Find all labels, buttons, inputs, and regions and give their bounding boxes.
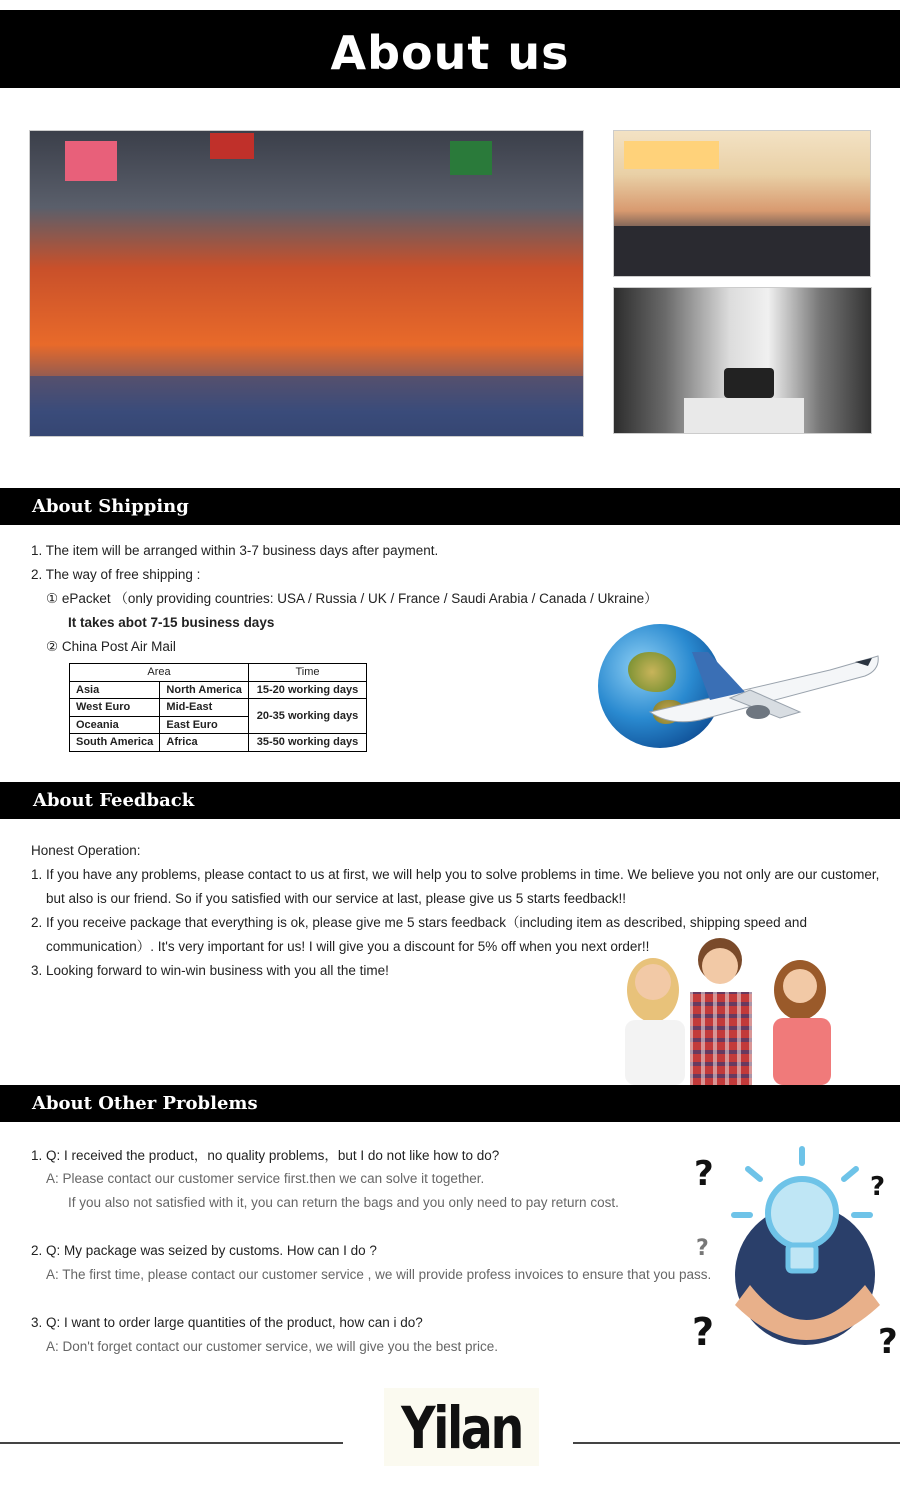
page-title: About us [330, 26, 570, 80]
airplane-illustration [640, 640, 885, 730]
feedback-point-2a: 2. If you receive package that everything is ok, please give me 5 stars feedback（including item as described, shipping speed and [31, 915, 807, 930]
feedback-point-1a: 1. If you have any problems, please contact to us at first, we will help you to solve problems in time. We believe you not only are our customer, [31, 867, 880, 882]
area-cell: Oceania [70, 716, 160, 734]
area-cell: East Euro [160, 716, 249, 734]
svg-text:?: ? [696, 1236, 709, 1261]
area-cell: North America [160, 681, 249, 699]
answer-1a: A: Please contact our customer service first.then we can solve it together. [46, 1171, 485, 1186]
table-header-row [70, 664, 367, 682]
banner-sign [65, 141, 117, 181]
svg-text:?: ? [694, 1154, 714, 1194]
area-cell: Africa [160, 734, 249, 752]
epacket-time: It takes abot 7-15 business days [68, 615, 275, 630]
epacket-line: ① ePacket （only providing countries: USA / Russia / UK / France / Saudi Arabia / Canada / Ukraine） [46, 591, 658, 606]
section-title: About Shipping [32, 496, 189, 517]
feedback-point-2b: communication）. It's very important for us! I will give you a discount for 5% off when you next order!! [46, 939, 650, 954]
table-shape [684, 398, 804, 434]
svg-text:?: ? [692, 1310, 715, 1354]
shipping-line-2: 2. The way of free shipping : [31, 567, 201, 582]
answer-2: A: The first time, please contact our customer service , we will provide profess invoices to ensure that you pass. [46, 1267, 712, 1282]
yilan-logo [384, 1388, 539, 1466]
section-header-shipping [0, 488, 900, 525]
feedback-intro: Honest Operation: [31, 843, 141, 858]
area-cell: Mid-East [160, 699, 249, 717]
thumbs-up-people-illustration [605, 930, 845, 1085]
table-row [70, 699, 367, 717]
team-photo [29, 130, 584, 437]
office-sign [624, 141, 719, 169]
area-cell: Asia [70, 681, 160, 699]
lightbulb-question-illustration [690, 1145, 900, 1365]
section-title: About Other Problems [32, 1093, 258, 1114]
studio-photo [613, 287, 872, 434]
question-2: 2. Q: My package was seized by customs. How can I do ? [31, 1243, 377, 1258]
office-photo [613, 130, 871, 277]
table-row [70, 734, 367, 752]
china-post-line: ② China Post Air Mail [46, 639, 176, 654]
divider-right [573, 1442, 900, 1444]
camera-shape [724, 368, 774, 398]
header-time: Time [249, 664, 367, 682]
time-cell: 15-20 working days [249, 681, 367, 699]
answer-3: A: Don't forget contact our customer service, we will give you the best price. [46, 1339, 499, 1354]
logo-text: Yilan [401, 1394, 522, 1462]
feedback-point-3: 3. Looking forward to win-win business with you all the time! [31, 963, 389, 978]
green-sign [450, 141, 492, 175]
question-3: 3. Q: I want to order large quantities of the product, how can i do? [31, 1315, 423, 1330]
svg-text:?: ? [870, 1172, 886, 1202]
feedback-point-1b: but also is our friend. So if you satisfied with our service at last, please give us 5 starts feedback!! [46, 891, 627, 906]
section-title: About Feedback [33, 790, 195, 811]
section-header-problems [0, 1085, 900, 1122]
jeans-row [30, 376, 584, 437]
time-cell: 20-35 working days [249, 699, 367, 734]
svg-text:?: ? [878, 1322, 898, 1362]
desk-row [614, 226, 871, 277]
area-cell: West Euro [70, 699, 160, 717]
area-cell: South America [70, 734, 160, 752]
shipping-time-table [69, 663, 367, 752]
header-area: Area [70, 664, 249, 682]
section-header-feedback [0, 782, 900, 819]
table-row [70, 681, 367, 699]
divider-left [0, 1442, 343, 1444]
about-us-banner [0, 10, 900, 88]
answer-1b: If you also not satisfied with it, you can return the bags and you only need to pay return cost. [68, 1195, 619, 1210]
shipping-line-1: 1. The item will be arranged within 3-7 business days after payment. [31, 543, 439, 558]
jd-sign [210, 133, 254, 159]
question-1: 1. Q: I received the product，no quality problems，but I do not like how to do? [31, 1148, 500, 1163]
time-cell: 35-50 working days [249, 734, 367, 752]
